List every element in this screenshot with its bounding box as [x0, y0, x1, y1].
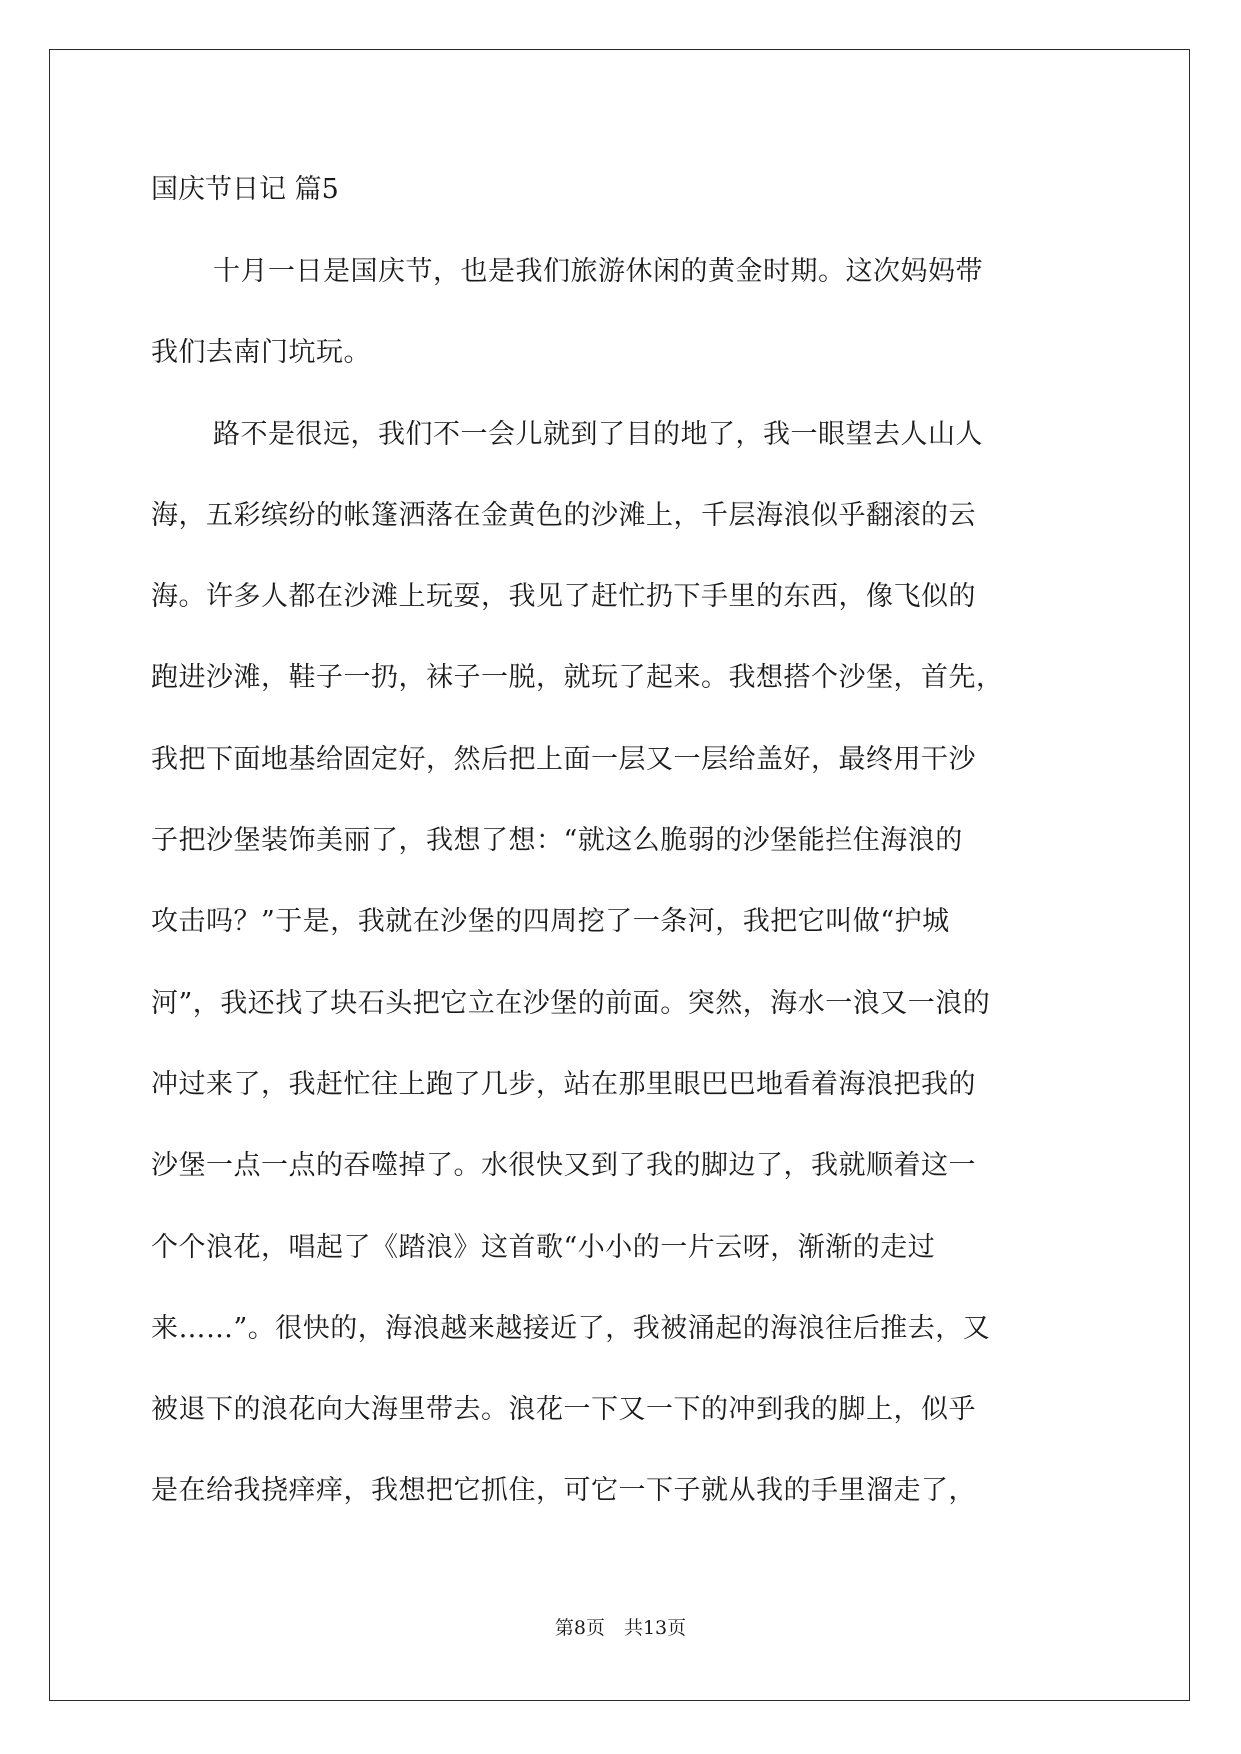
- paragraph-line: 沙堡一点一点的吞噬掉了。水很快又到了我的脚边了，我就顺着这一: [151, 1150, 976, 1182]
- paragraph-line: 跑进沙滩，鞋子一扔，袜子一脱，就玩了起来。我想搭个沙堡，首先，: [151, 662, 1004, 694]
- paragraph-line: 攻击吗？”于是，我就在沙堡的四周挖了一条河，我把它叫做“护城: [151, 906, 950, 938]
- paragraph-line: 来……”。很快的，海浪越来越接近了，我被涌起的海浪往后推去，又: [151, 1312, 991, 1344]
- document-title: 国庆节日记 篇5: [151, 174, 339, 205]
- paragraph-line: 个个浪花，唱起了《踏浪》这首歌“小小的一片云呀，渐渐的走过: [151, 1231, 936, 1263]
- paragraph-line: 海，五彩缤纷的帐篷洒落在金黄色的沙滩上，千层海浪似乎翻滚的云: [151, 499, 976, 531]
- paragraph-line: 是在给我挠痒痒，我想把它抓住，可它一下子就从我的手里溜走了，: [151, 1475, 976, 1507]
- paragraph-line: 河”，我还找了块石头把它立在沙堡的前面。突然，海水一浪又一浪的: [151, 987, 991, 1019]
- paragraph-line: 子把沙堡装饰美丽了，我想了想：“就这么脆弱的沙堡能拦住海浪的: [151, 825, 963, 857]
- paragraph-line: 十月一日是国庆节，也是我们旅游休闲的黄金时期。这次妈妈带: [213, 256, 983, 287]
- document-body: [151, 252, 1091, 1553]
- paragraph-line: 路不是很远，我们不一会儿就到了目的地了，我一眼望去人山人: [213, 418, 983, 450]
- paragraph-line: 被退下的浪花向大海里带去。浪花一下又一下的冲到我的脚上，似乎: [151, 1394, 976, 1426]
- paragraph-line: 海。许多人都在沙滩上玩耍，我见了赶忙扔下手里的东西，像飞似的: [151, 581, 976, 613]
- paragraph-line: 我们去南门坑玩。: [151, 337, 371, 369]
- paragraph-line: 我把下面地基给固定好，然后把上面一层又一层给盖好，最终用干沙: [151, 743, 976, 775]
- page-number-footer: 第8页 共13页: [554, 1617, 687, 1639]
- paragraph-line: 冲过来了，我赶忙往上跑了几步，站在那里眼巴巴地看着海浪把我的: [151, 1068, 976, 1100]
